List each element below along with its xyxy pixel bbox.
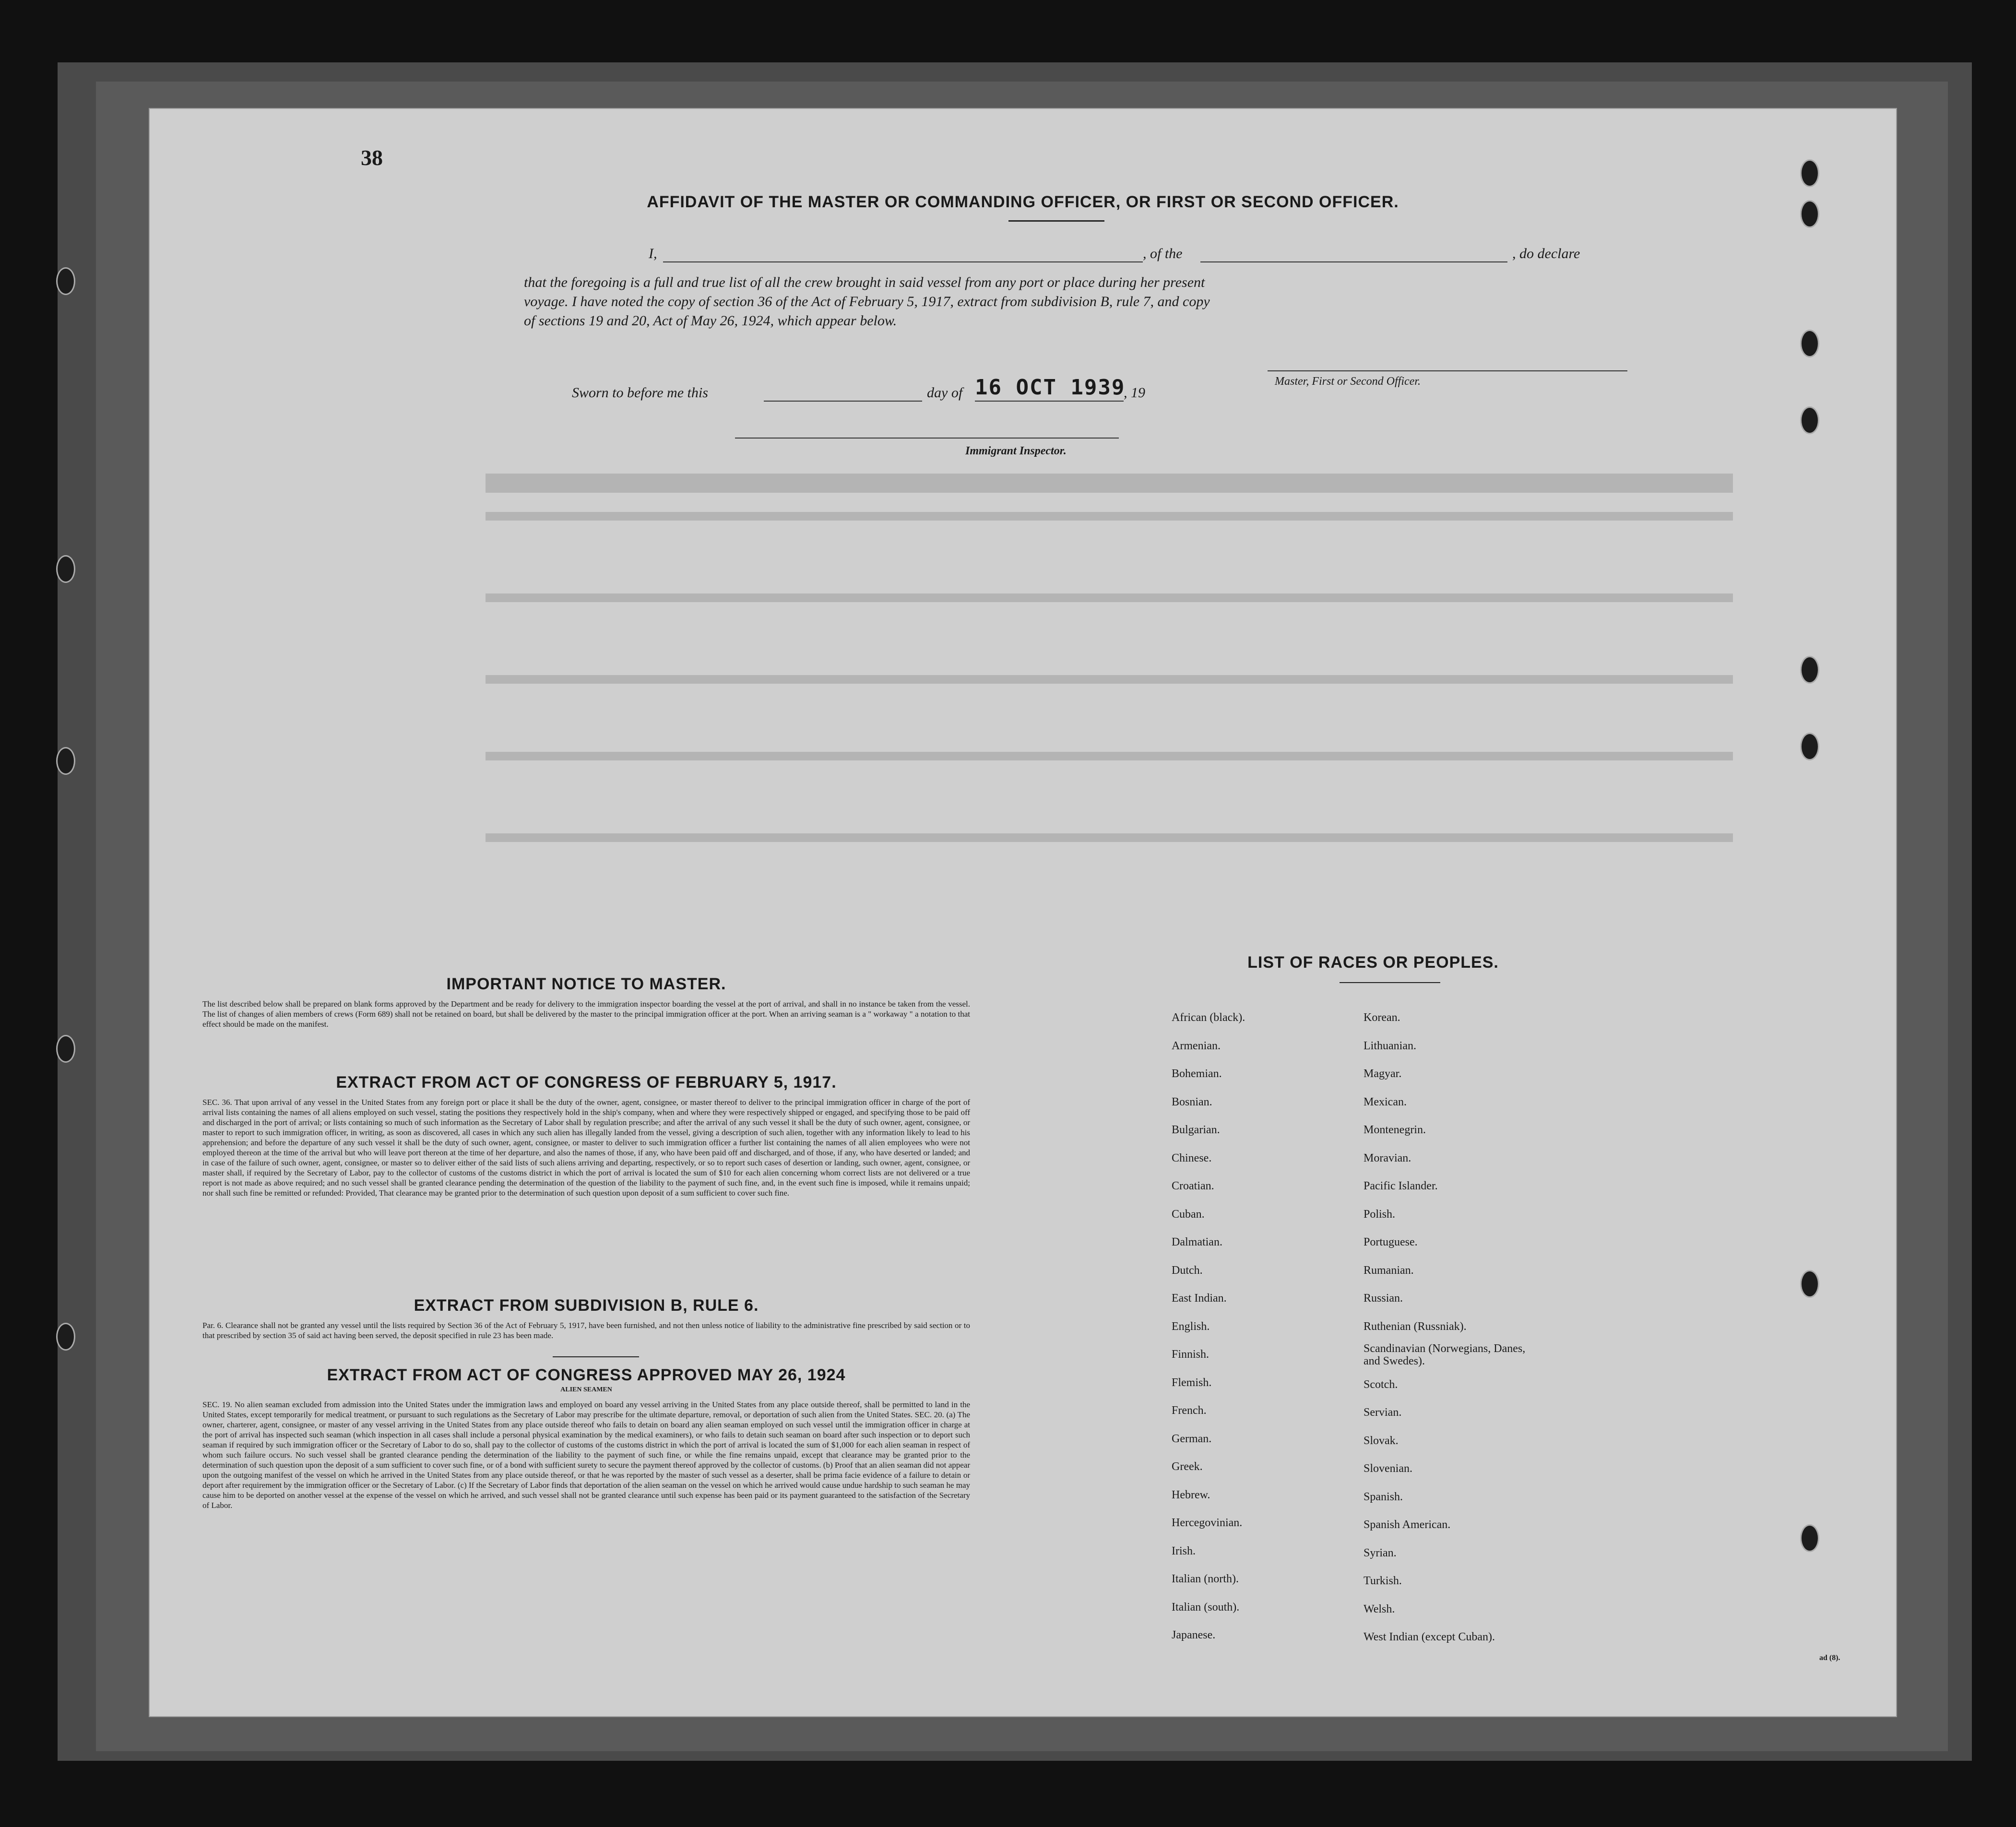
races-title: LIST OF RACES OR PEOPLES. — [1247, 953, 1499, 972]
binder-hole — [1800, 159, 1819, 187]
binder-hole — [56, 1035, 75, 1063]
race-item: Croatian. — [1172, 1180, 1214, 1192]
binder-hole — [1800, 656, 1819, 684]
binder-hole — [56, 747, 75, 775]
races-rule — [1340, 982, 1440, 983]
title-rule — [1008, 220, 1104, 222]
race-item: English. — [1172, 1320, 1210, 1333]
race-item: Bulgarian. — [1172, 1124, 1220, 1136]
race-item: Mexican. — [1364, 1095, 1407, 1108]
race-item: Spanish American. — [1364, 1519, 1451, 1531]
bleed-through-row — [486, 675, 1733, 684]
race-item: African (black). — [1172, 1011, 1245, 1024]
race-item: Chinese. — [1172, 1151, 1212, 1164]
bleed-through-row — [486, 474, 1733, 493]
master-signature-line[interactable] — [1268, 370, 1627, 371]
binder-hole — [1800, 1270, 1819, 1298]
binder-hole — [1800, 330, 1819, 357]
race-item: Italian (south). — [1172, 1601, 1240, 1613]
extract-1924-title: EXTRACT FROM ACT OF CONGRESS APPROVED MAY 26, 1924 — [327, 1366, 846, 1384]
race-item: Finnish. — [1172, 1348, 1210, 1361]
race-item: Polish. — [1364, 1208, 1396, 1221]
affidavit-of-the: , of the — [1143, 246, 1183, 261]
bleed-through-row — [486, 833, 1733, 842]
race-item: Cuban. — [1172, 1208, 1205, 1221]
race-item: Lithuanian. — [1364, 1039, 1416, 1052]
binder-hole — [1800, 733, 1819, 760]
race-item: Bosnian. — [1172, 1095, 1212, 1108]
binder-hole — [1800, 406, 1819, 434]
bleed-through-row — [486, 512, 1733, 521]
sworn-label: Sworn to before me this — [572, 385, 708, 401]
race-item: Bohemian. — [1172, 1068, 1222, 1080]
race-item: West Indian (except Cuban). — [1364, 1631, 1495, 1643]
race-item: Korean. — [1364, 1011, 1400, 1024]
race-item: Portuguese. — [1364, 1236, 1418, 1248]
race-item: East Indian. — [1172, 1292, 1227, 1305]
race-item: Italian (north). — [1172, 1573, 1239, 1585]
race-item: Syrian. — [1364, 1546, 1397, 1559]
race-item: Dutch. — [1172, 1264, 1203, 1277]
binder-hole — [56, 1323, 75, 1351]
extract-1924-subtitle: ALIEN SEAMEN — [560, 1386, 612, 1393]
race-item: Montenegrin. — [1364, 1124, 1426, 1136]
binder-hole — [56, 555, 75, 583]
race-item: Scandinavian (Norwegians, Danes, and Swedes). — [1364, 1342, 1526, 1367]
affidavit-title: AFFIDAVIT OF THE MASTER OR COMMANDING OFFICER, OR FIRST OR SECOND OFFICER. — [647, 193, 1399, 211]
race-item: Spanish. — [1364, 1490, 1403, 1503]
affidavit-line3: voyage. I have noted the copy of section 36 of the Act of February 5, 1917, extract from subdivision B, rule 7, and copy — [524, 294, 1210, 309]
subdivision-text: Par. 6. Clearance shall not be granted any vessel until the lists required by Section 36 of the Act of February 5, 1917, have been furnished, and not then unless notice of liability to the administrative fine prescribed by said section or to that prescribed by section 35 of said act having been served, the deposit specified in rule 23 has been made. — [202, 1321, 970, 1340]
section-rule — [553, 1356, 639, 1357]
inspector-signature-label: Immigrant Inspector. — [965, 445, 1067, 457]
race-item: Slovak. — [1364, 1434, 1399, 1447]
race-item: Slovenian. — [1364, 1462, 1412, 1475]
race-item: Magyar. — [1364, 1068, 1402, 1080]
master-signature-label: Master, First or Second Officer. — [1275, 375, 1421, 388]
affidavit-line2: that the foregoing is a full and true list of all the crew brought in said vessel from any port or place during her present — [524, 274, 1205, 290]
subdivision-title: EXTRACT FROM SUBDIVISION B, RULE 6. — [414, 1296, 759, 1315]
day-of-label: day of — [927, 385, 963, 401]
race-item: Hercegovinian. — [1172, 1517, 1243, 1529]
sworn-day-blank[interactable] — [764, 401, 922, 402]
race-item: Hebrew. — [1172, 1488, 1210, 1501]
race-item: Turkish. — [1364, 1575, 1402, 1587]
race-item: Pacific Islander. — [1364, 1180, 1438, 1192]
race-item: Irish. — [1172, 1544, 1196, 1557]
race-item: Rumanian. — [1364, 1264, 1414, 1277]
race-item: Welsh. — [1364, 1602, 1395, 1615]
inspector-signature-line[interactable] — [735, 438, 1119, 439]
affidavit-line4: of sections 19 and 20, Act of May 26, 1924, which appear below. — [524, 313, 897, 329]
page-number: 38 — [361, 145, 383, 170]
affidavit-i: I, — [649, 246, 657, 261]
bleed-through-row — [486, 752, 1733, 760]
binder-hole — [56, 267, 75, 295]
race-item: Flemish. — [1172, 1376, 1212, 1389]
race-item: Scotch. — [1364, 1378, 1398, 1391]
name-blank[interactable] — [663, 261, 1143, 262]
race-item: Servian. — [1364, 1406, 1402, 1419]
vessel-blank[interactable] — [1200, 261, 1507, 262]
extract-1917-title: EXTRACT FROM ACT OF CONGRESS OF FEBRUARY 5, 1917. — [336, 1073, 837, 1091]
race-item: Japanese. — [1172, 1629, 1216, 1641]
races-right-column — [1364, 1004, 1536, 1651]
race-item: Russian. — [1364, 1292, 1403, 1305]
affidavit-declare: , do declare — [1512, 246, 1580, 261]
race-item: Ruthenian (Russniak). — [1364, 1320, 1467, 1333]
race-item: French. — [1172, 1404, 1207, 1417]
year-label: , 19 — [1124, 385, 1145, 401]
date-stamp: 16 OCT 1939 — [975, 375, 1126, 400]
race-item: Moravian. — [1364, 1151, 1411, 1164]
month-blank — [975, 401, 1124, 402]
race-item: Greek. — [1172, 1460, 1203, 1473]
footer-fragment: ad (8). — [1819, 1654, 1840, 1662]
notice-title: IMPORTANT NOTICE TO MASTER. — [446, 975, 726, 993]
race-item: Dalmatian. — [1172, 1236, 1222, 1248]
extract-1917-text: SEC. 36. That upon arrival of any vessel in the United States from any foreign port or place it shall be the duty of the owner, agent, consignee, or master thereof to deliver to the principal immigration officer in charge of the port of arrival lists containing the names of all aliens employed on such vessel, stating the positions they respectively hold in the ship's company, when and where they were respectively shipped or engaged, and specifying those to be paid off and discharged in the port of arrival; or lists containing so much of such information as the Secretary of Labor shall by regulation prescribe; and after the arrival of any such vessel it shall be the duty of such owner, agent, consignee, or master to report to such immigration officer, in writing, as soon as discovered, all cases in which any such alien has illegally landed from the vessel, giving a description of such alien, together with any information likely to lead to his apprehension; and before the departure of any such vessel it shall be the duty of such owner, agent, consignee, or master to deliver to such immigration officer a further list containing the names of all alien employees who were not employed thereon at the time of the arrival but who will leave port thereon at the time of her departure, and also the names of those, if any, who have been paid off and discharged, and of those, if any, who have deserted or landed; and in case of the failure of such owner, agent, consignee, or master so to deliver either of the said lists of such aliens arriving and departing, respectively, or so to report such cases of desertion or landing, such owner, agent, consignee, or master shall, if required by the Secretary of Labor, pay to the collector of customs of the customs district in which the port of arrival is located the sum of $10 for each alien concerning whom correct lists are not delivered or a true report is not made as above required; and no such vessel shall be granted clearance pending the determination of the question of the liability to the payment of such fine, and, in the event such fine is imposed, while it remains unpaid; nor shall such fine be remitted or refunded: Provided, That clearance may be granted prior to the determination of such question upon deposit of a sum sufficient to cover such fine. — [202, 1098, 970, 1198]
races-left-column — [1172, 1004, 1245, 1649]
binder-hole — [1800, 1524, 1819, 1552]
extract-1924-text: SEC. 19. No alien seaman excluded from admission into the United States under the immigration laws and employed on board any vessel arriving in the United States from any place outside thereof, shall be permitted to land in the United States, except temporarily for medical treatment, or pursuant to such regulations as the Secretary of Labor may prescribe for the ultimate departure, removal, or deportation of such alien from the United States. SEC. 20. (a) The owner, charterer, agent, consignee, or master of any vessel arriving in the United States from any place outside thereof who fails to detain on board any alien seaman employed on such vessel until the immigration officer in charge at the port of arrival has inspected such seaman (which inspection in all cases shall include a personal physical examination by the medical examiners), or who fails to detain such seaman on board after such inspection or to deport such seaman if required by such immigration officer or the Secretary of Labor to do so, shall pay to the collector of customs of the customs district in which the port of arrival is located the sum of $1,000 for each alien seaman in respect of whom such failure occurs. No such vessel shall be granted clearance pending the determination of the liability to the payment of such fine, or while the fine remains unpaid, except that clearance may be granted prior to the determination of such question upon the deposit of a sum sufficient to cover such fine, or of a bond with sufficient surety to secure the payment thereof approved by the collector of customs. (b) Proof that an alien seaman did not appear upon the outgoing manifest of the vessel on which he arrived in the United States from any place outside thereof, or that he was reported by the master of such vessel as a deserter, shall be prima facie evidence of a failure to detain or deport after requirement by the immigration officer or the Secretary of Labor. (c) If the Secretary of Labor finds that deportation of the alien seaman on the vessel on which he arrived would cause undue hardship to such seaman he may cause him to be deported on another vessel at the expense of the vessel on which he arrived, and such vessel shall not be granted clearance until such expense has been paid or its payment guaranteed to the satisfaction of the Secretary of Labor. — [202, 1400, 970, 1510]
race-item: German. — [1172, 1432, 1212, 1445]
notice-text: The list described below shall be prepared on blank forms approved by the Department and be ready for delivery to the immigration inspector boarding the vessel at the port of arrival, and shall in no instance be taken from the vessel. The list of changes of alien members of crews (Form 689) shall not be retained on board, but shall be delivered by the master to the principal immigration officer at the port. When an arriving seaman is a " workaway " a notation to that effect should be made on the manifest. — [202, 999, 970, 1029]
manifest-sheet — [149, 108, 1897, 1717]
race-item: Armenian. — [1172, 1039, 1221, 1052]
bleed-through-row — [486, 593, 1733, 602]
